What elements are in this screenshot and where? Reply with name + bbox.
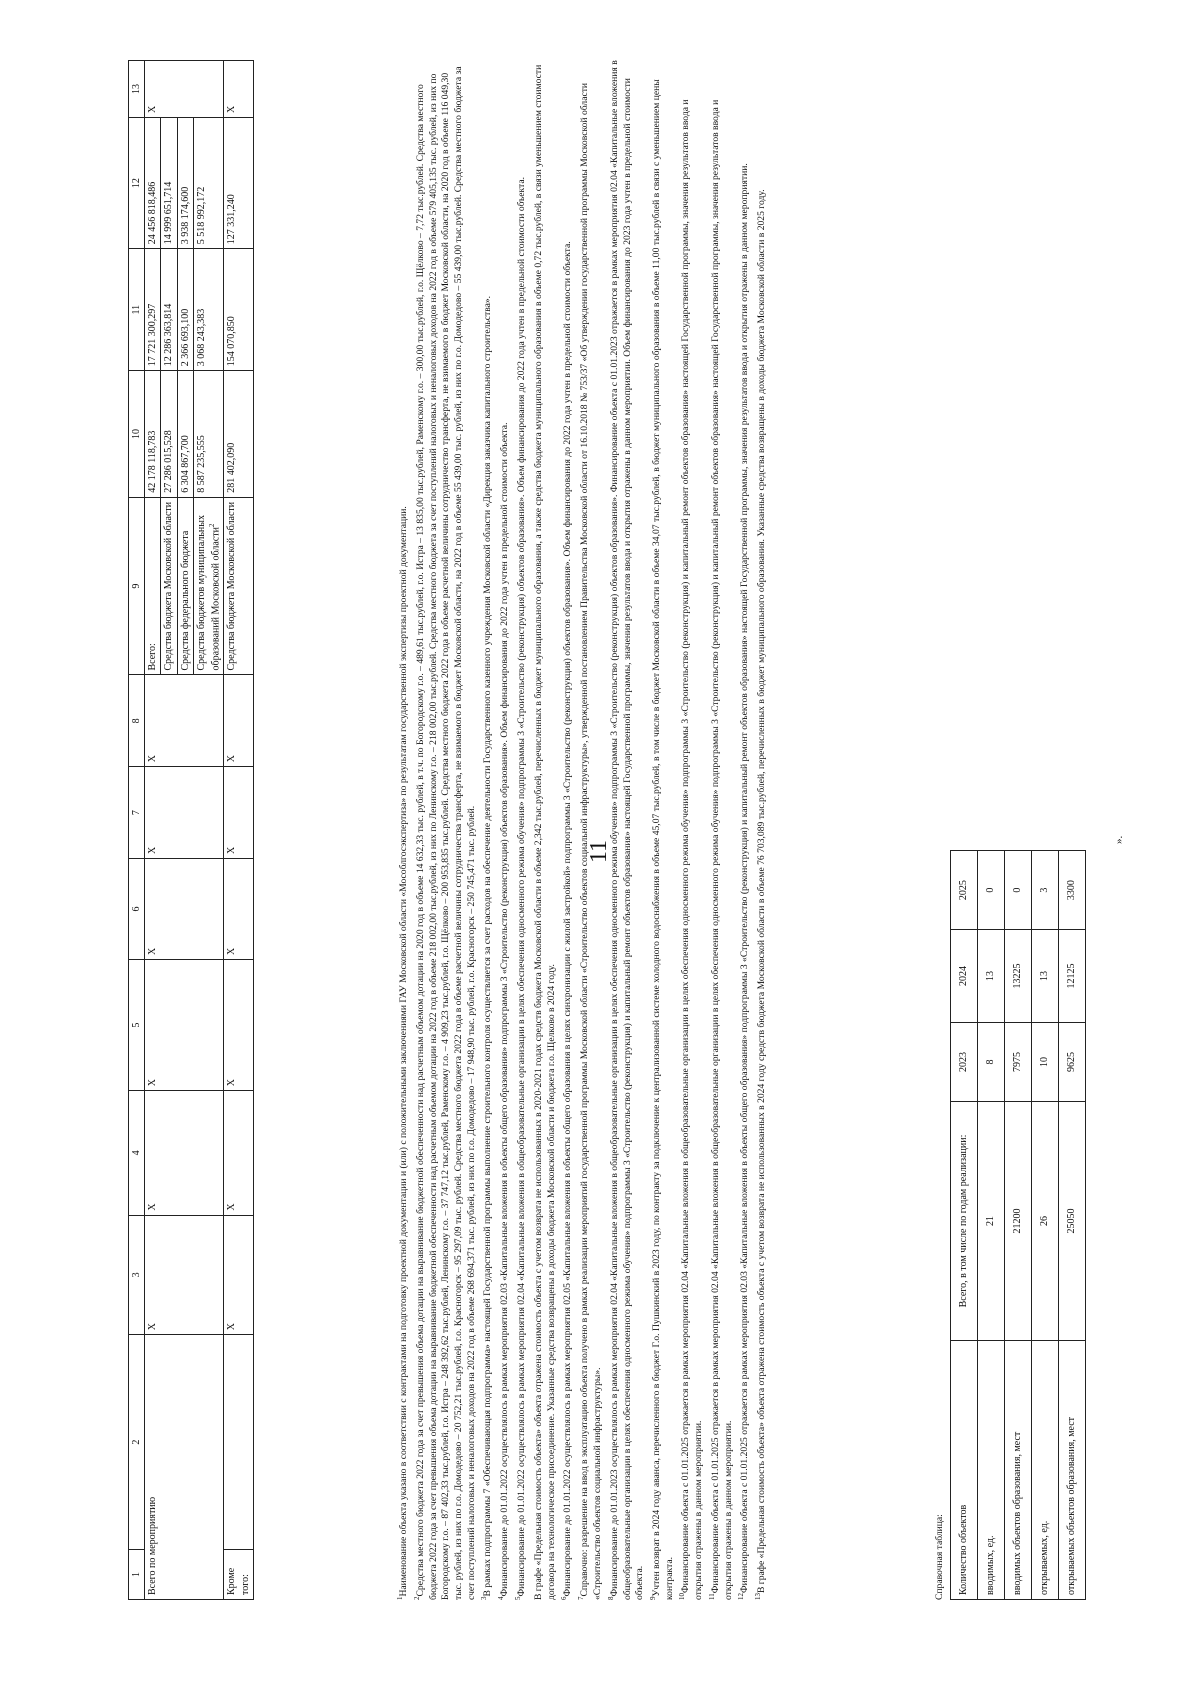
header-cell: 2025: [951, 851, 978, 930]
rotated-content: [128, 60, 1168, 1600]
header-cell: 3: [129, 1215, 145, 1335]
cell-x: X: [145, 858, 224, 959]
cell-value: 8 587 235,555: [193, 371, 224, 498]
ref-table: [950, 850, 1086, 1600]
table-cell: 3: [1032, 851, 1059, 930]
cell-value: 3 938 174,600: [177, 117, 193, 248]
cell-value: 14 999 651,714: [161, 117, 177, 248]
table-row: [978, 851, 1005, 1600]
table-cell: 25050: [1059, 1102, 1086, 1341]
cell-value: 5 518 992,172: [193, 117, 224, 248]
table-cell: открываемых, ед.: [1032, 1341, 1059, 1600]
row-label-total: Всего по мероприятию: [145, 1335, 224, 1600]
table-cell: 9625: [1059, 1022, 1086, 1101]
table-cell: 8: [978, 1022, 1005, 1101]
footnote: $^3$В рамках подпрограммы 7 «Обеспечивающая подпрограмма» настоящей Государственной программы выполнение строительного контроля осуществляется за счет расходов на обеспечение деятельности Государственного казенного учреждения Московской области «Дирекция заказчика капитального строительства».: [480, 295, 494, 1600]
footnote: $^{13}$В графе «Предельная стоимость объекта» объекта отражена стоимость объекта с учетом возврата не использованных в 2024 году средств бюджета Московской области в объеме 76 703,089 тыс.рублей, перечисленных в бюджет муниципального образования. Указанные средства возвращены в доходы бюджета Московской области в 2025 году.: [754, 189, 768, 1600]
table-row: [1032, 851, 1059, 1600]
cell-value: 154 070,850: [224, 249, 253, 371]
cell-x: X: [145, 1091, 224, 1215]
cell-x: X: [224, 767, 253, 859]
header-cell: 2023: [951, 1022, 978, 1101]
footnote: В графе «Предельная стоимость объекта» объекта отражена стоимость объекта с учетом возврата не использованных в 2020-2021 годах средств бюджета Московской области в объеме 2,342 тыс.рублей, перечисленных в бюджет муниципального образования, а также средства бюджета муниципального образования в объеме 0,72 тыс.рублей, в связи уменьшением стоимости договора на технологическое присоединение. Указанные средства возвращены в доходы бюджета Московской области и бюджета г.о. Щелково в 2024 году.: [533, 64, 557, 1600]
cell-x: X: [224, 675, 253, 767]
header-cell: 12: [129, 117, 145, 248]
cell-x: X: [145, 767, 224, 859]
footnotes: [396, 60, 771, 1600]
table-cell: 21200: [1005, 1102, 1032, 1341]
table-cell: 0: [978, 851, 1005, 930]
cell-value: 17 721 300,297: [145, 249, 161, 371]
table-cell: 3300: [1059, 851, 1086, 930]
ref-table-caption: Справочная таблица:: [934, 1514, 945, 1600]
footnote: $^1$Наименование объекта указано в соответствии с контрактами на подготовку проектной документации и (или) с положительными заключениями ГАУ Московской области «Мособлгосэкспертиза» по результатам государственной экспертизы проектной документации.: [396, 506, 410, 1600]
cell-x: X: [224, 1091, 253, 1215]
cell-x: X: [145, 960, 224, 1091]
footnote: $^8$Финансирование до 01.01.2023 осуществлялось в рамках мероприятия 02.04 «Капитальные вложения в общеобразовательные организации в целях обеспечения односменного режима обучения» подпрограммы 3 «Строительство (реконструкция) объектов образования». Финансирование объекта с 01.01.2023 отражается в рамках мероприятия 02.04 «Капитальные вложения в общеобразовательные организации в целях обеспечения односменного режима обучения» подпрограммы 3 «Строительство (реконструкция) и капитальный ремонт объектов образования» настоящей Государственной программы, значения результатов ввода и открытия отражены в данном мероприятии. Объем финансирования до 2023 года учтен в предельной стоимости объекта.: [606, 60, 646, 1600]
empty-cell: [224, 1335, 253, 1550]
header-cell: 9: [129, 497, 145, 675]
footnote: $^2$Средства местного бюджета 2022 года за счет превышения объема дотации на выравнивание бюджетной обеспеченности над расчетным объемом дотации на 2020 год в объеме 14 632,33 тыс. рублей, в т.ч. по Богородскому г.о. – 489,61 тыс.рублей, г.о. Истра – 13 835,00 тыс.рублей, Раменскому г.о. – 300,00 тыс.рублей, г.о. Щёлково – 7,72 тыс.рублей. Средства местного бюджета 2022 года за счет превышения объема дотации на выравнивание бюджетной обеспеченности над расчетным объемом дотации на 2022 год в объеме 218 002,00 тыс.рублей, из них по Ленинскому г.о. – 218 002,00 тыс.рублей. Средства местного бюджета за счет поступлений налоговых и неналоговых доходов на 2022 год в объеме 579 405,135 тыс. рублей, из них по Богородскому г.о. – 87 402,33 тыс.рублей, г.о. Истра – 248 392,62 тыс.рублей, Ленинскому г.о. – 37 747,12 тыс.рублей, Раменскому г.о. – 4 909,23 тыс.рублей, г.о. Щёлково – 200 953,835 тыс.рублей. Средства местного бюджета 2022 года в объеме расчетной величины сотрудничество трансферта, не взимаемого в бюджет Московской области, на 2020 год в объеме 116 049,30 тыс. рублей, из них по г.о. Домодедово – 20 752,21 тыс.рублей, г.о. Красногорск – 95 297,09 тыс. рублей. Средства местного бюджета 2022 года в объеме расчетной величины сотрудничества трансферта, не взимаемого в бюджет Московской области, на 2022 год в объеме 55 439,00 тыс. рублей, из них по г.о. Домодедово – 55 439,00 тыс.рублей. Средства местного бюджета за счет поступлений налоговых и неналоговых доходов на 2022 год в объеме 268 694,371 тыс. рублей, из них по г.о. Домодедово – 17 948,90 тыс. рублей, г.о. Красногорск – 250 745,471 тыс. рублей.: [412, 66, 477, 1600]
cell-x: X: [224, 960, 253, 1091]
header-cell: 6: [129, 858, 145, 959]
table-header-row: [951, 851, 978, 1600]
cell-x: X: [145, 675, 224, 767]
header-cell: 1: [129, 1550, 145, 1600]
table-cell: 0: [1005, 851, 1032, 930]
header-cell: 4: [129, 1091, 145, 1215]
table-cell: вводимых, ед.: [978, 1341, 1005, 1600]
funding-source: Средства бюджета Московской области: [161, 497, 177, 675]
table-cell: 13: [1032, 930, 1059, 1023]
footnote: $^{11}$Финансирование объекта с 01.01.2025 отражается в рамках мероприятия 02.04 «Капитальные вложения в общеобразовательные организации в целях обеспечения односменного режима обучения» подпрограммы 3 «Строительство (реконструкция) и капитальный ремонт объектов образования» настоящей Государственной программы, значения результатов ввода и открытия отражены в данном мероприятии.: [707, 99, 734, 1600]
table-cell: 13: [978, 930, 1005, 1023]
footnote: $^4$Финансирование до 01.01.2022 осуществлялось в рамках мероприятия 02.03 «Капитальные вложения в объекты общего образования» подпрограммы 3 «Строительство (реконструкция) объектов образования». Объем финансирования до 2022 года учтен в предельной стоимости объекта.: [497, 422, 511, 1600]
table-row: [1005, 851, 1032, 1600]
table-cell: 13225: [1005, 930, 1032, 1023]
header-cell: 2024: [951, 930, 978, 1023]
header-cell: 11: [129, 249, 145, 371]
main-table: [128, 60, 254, 1600]
funding-source: Всего:: [145, 497, 161, 675]
table-header-row: [129, 61, 145, 1600]
footnote: $^6$Финансирование до 01.01.2022 осуществлялось в рамках мероприятия 02.05 «Капитальные вложения в объекты общего образования в целях синхронизации с жилой застройкой» подпрограммы 3 «Строительство (реконструкция) объектов образования». Объем финансирования до 2022 года учтен в предельной стоимости объекта.: [560, 241, 574, 1600]
cell-x: X: [224, 1215, 253, 1335]
cell-value: 12 286 363,814: [161, 249, 177, 371]
footnote: $^9$Учтен возврат в 2024 году аванса, перечисленного в бюджет Г.о. Пушкинский в 2023 году, по контракту за подключение к централизованной системе холодного водоснабжения в объеме 45,07 тыс.рублей, в том числе в бюджет Московской области в объеме 34,07 тыс.рублей, в бюджет муниципального образования в объеме 11,00 тыс.рублей в связи с уменьшением цены контракта.: [648, 79, 675, 1600]
cell-x: X: [145, 61, 224, 118]
table-cell: вводимых объектов образования, мест: [1005, 1341, 1032, 1600]
header-cell: 8: [129, 675, 145, 767]
header-cell: 5: [129, 960, 145, 1091]
cell-value: 42 178 118,783: [145, 371, 161, 498]
table-cell: 12125: [1059, 930, 1086, 1023]
table-cell: 26: [1032, 1102, 1059, 1341]
funding-source: Средства бюджета Московской области: [224, 497, 253, 675]
cell-x: X: [224, 858, 253, 959]
footnote: $^{12}$Финансирование объекта с 01.01.2025 отражается в рамках мероприятия 02.03 «Капитальные вложения в объекты общего образования» подпрограммы 3 «Строительство (реконструкция) и капитальный ремонт объектов образования» настоящей Государственной программы, значения результатов ввода и открытия отражены в данном мероприятии.: [737, 163, 751, 1600]
cell-x: X: [145, 1215, 224, 1335]
table-cell: открываемых объектов образования, мест: [1059, 1341, 1086, 1600]
cell-value: 27 286 015,528: [161, 371, 177, 498]
footnote: $^5$Финансирование до 01.01.2022 осуществлялось в рамках мероприятия 02.04 «Капитальные вложения в общеобразовательные организации в целях обеспечения односменного режима обучения» подпрограммы 3 «Строительство (реконструкция) объектов образования». Объем финансирования до 2022 года учтен в предельной стоимости объекта.: [514, 177, 528, 1600]
cell-value: 24 456 818,486: [145, 117, 161, 248]
footnote: $^7$Справочно: разрешение на ввод в эксплуатацию объекта получено в рамках реализации мероприятий государственной программы Московской области «Строительство объектов социальной инфраструктуры», утвержденной постановлением Правительства Московской области от 16.10.2018 № 753/37 «Об утверждении государственной программы Московской области «Строительство объектов социальной инфраструктуры».: [577, 82, 604, 1600]
header-cell: 10: [129, 371, 145, 498]
header-cell: 7: [129, 767, 145, 859]
footnote: $^{10}$Финансирование объекта с 01.01.2025 отражается в рамках мероприятия 02.04 «Капитальные вложения в общеобразовательные организации в целях обеспечения односменного режима обучения» подпрограммы 3 «Строительство (реконструкция) и капитальный ремонт объектов образования» настоящей Государственной программы, значения результатов ввода и открытия отражены в данном мероприятии.: [678, 99, 705, 1600]
table-row: [145, 61, 161, 1600]
cell-x: X: [224, 61, 253, 118]
row-label-except: Кроме того:: [224, 1550, 253, 1600]
funding-source: Средства федерального бюджета: [177, 497, 193, 675]
cell-value: 281 402,090: [224, 371, 253, 498]
cell-value: 6 304 867,700: [177, 371, 193, 498]
header-cell: Всего, в том числе по годам реализации:: [951, 1102, 978, 1341]
closing-quote: ».: [1113, 835, 1125, 844]
cell-value: 127 331,240: [224, 117, 253, 248]
cell-value: 3 068 243,383: [193, 249, 224, 371]
page-number: 11: [586, 839, 613, 864]
table-cell: 21: [978, 1102, 1005, 1341]
cell-value: 2 366 693,100: [177, 249, 193, 371]
header-cell: Количество объектов: [951, 1341, 978, 1600]
table-cell: 10: [1032, 1022, 1059, 1101]
table-row: [224, 61, 253, 1600]
table-row: [1059, 851, 1086, 1600]
header-cell: 2: [129, 1335, 145, 1550]
funding-source: Средства бюджетов муниципальных образований Московской области$^2$: [193, 497, 224, 675]
table-cell: 7975: [1005, 1022, 1032, 1101]
header-cell: 13: [129, 61, 145, 118]
